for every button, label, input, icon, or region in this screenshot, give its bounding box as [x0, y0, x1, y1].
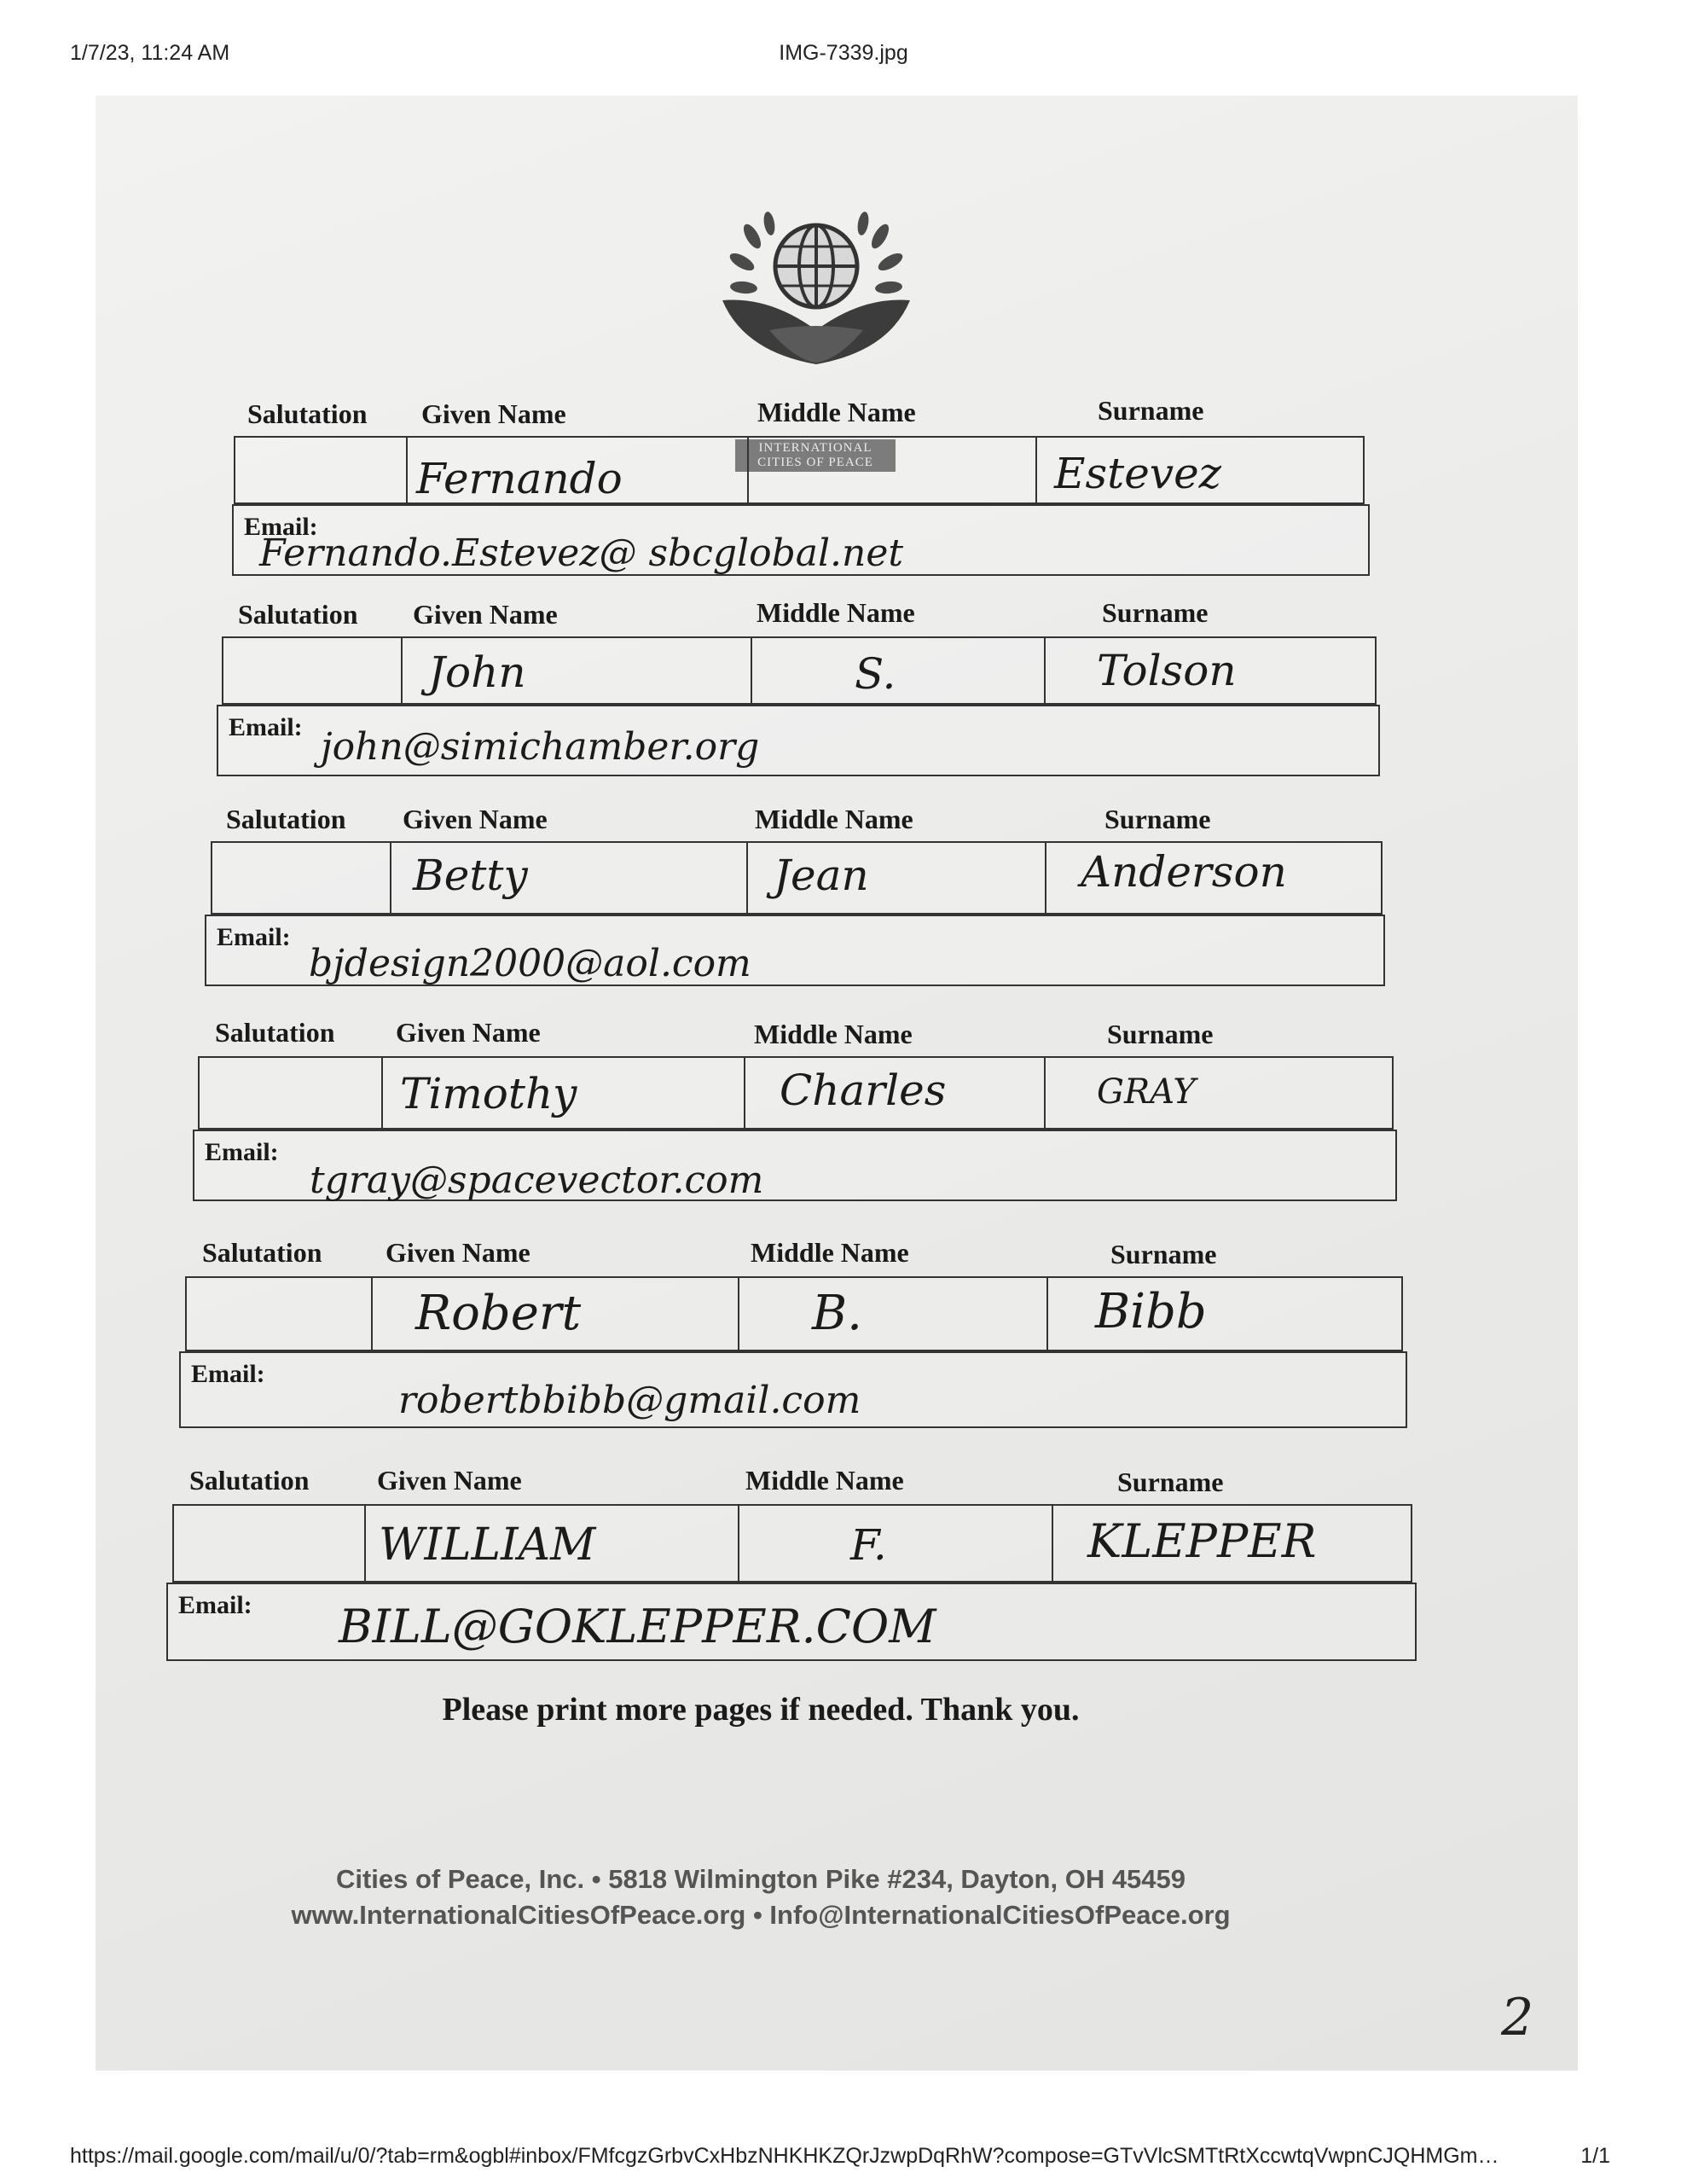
surname-label: Surname: [1117, 1467, 1224, 1497]
surname-field[interactable]: [1037, 438, 1363, 502]
email-field[interactable]: [217, 705, 1380, 776]
salutation-label: Salutation: [215, 1017, 335, 1048]
middle-name-field[interactable]: [745, 1058, 1046, 1128]
email-label: Email:: [244, 513, 318, 541]
globe-dove-logo-icon: [718, 202, 914, 373]
surname-label: Surname: [1098, 395, 1204, 426]
salutation-label: Salutation: [238, 599, 358, 630]
given-name-label: Given Name: [396, 1017, 541, 1048]
salutation-label: Salutation: [202, 1237, 322, 1268]
given-name-field[interactable]: [403, 638, 752, 703]
surname-label: Surname: [1107, 1019, 1214, 1049]
given-name-label: Given Name: [403, 804, 548, 834]
salutation-field[interactable]: [200, 1058, 383, 1128]
name-row: [211, 841, 1383, 915]
surname-value: KLEPPER: [1087, 1514, 1317, 1568]
middle-name-field[interactable]: [748, 843, 1046, 913]
given-name-label: Given Name: [421, 398, 566, 429]
email-field[interactable]: [205, 915, 1385, 986]
thank-you-note: Please print more pages if needed. Thank you.: [442, 1692, 1080, 1728]
given-name-label: Given Name: [386, 1237, 530, 1268]
middle-name-label: Middle Name: [751, 1237, 909, 1268]
surname-field[interactable]: [1046, 1058, 1392, 1128]
salutation-field[interactable]: [187, 1278, 373, 1350]
handwritten-page-number: 2: [1501, 1988, 1534, 2048]
middle-name-value: Charles: [780, 1066, 947, 1115]
surname-field[interactable]: [1046, 638, 1375, 703]
organization-address: [96, 1862, 1426, 1933]
print-header: [0, 41, 1687, 75]
name-row: [172, 1504, 1412, 1583]
contact-entry: [96, 599, 1578, 770]
print-filename: IMG-7339.jpg: [779, 41, 908, 65]
given-name-value: Timothy: [400, 1069, 577, 1118]
surname-field[interactable]: [1046, 843, 1381, 913]
name-row: [234, 436, 1365, 504]
email-label: Email:: [229, 713, 303, 741]
salutation-label: Salutation: [247, 398, 368, 429]
surname-label: Surname: [1102, 597, 1209, 628]
logo-text-line2: CITIES OF PEACE: [757, 456, 873, 469]
salutation-field[interactable]: [223, 638, 403, 703]
email-value: BILL@GOKLEPPER.COM: [339, 1600, 936, 1653]
surname-value: GRAY: [1097, 1072, 1196, 1112]
print-source-url: https://mail.google.com/mail/u/0/?tab=rm&ogbl#inbox/FMfcgzGrbvCxHbzNHKHKZQrJzwpDqRhW?compose=GTvVlcSMTtRtXccwtqVwpnCJQHMGm…: [70, 2144, 1499, 2168]
given-name-field[interactable]: [383, 1058, 745, 1128]
salutation-field[interactable]: [235, 438, 408, 502]
address-line-2: www.InternationalCitiesOfPeace.org • Info@InternationalCitiesOfPeace.org: [291, 1900, 1231, 1930]
middle-name-label: Middle Name: [757, 597, 915, 628]
email-value: Fernando.Estevez@ sbcglobal.net: [259, 531, 904, 575]
name-row: [185, 1276, 1403, 1351]
surname-label: Surname: [1110, 1239, 1217, 1269]
surname-value: Anderson: [1081, 847, 1287, 897]
given-name-value: WILLIAM: [379, 1519, 596, 1571]
print-page-count: 1/1: [1580, 2144, 1610, 2168]
email-field[interactable]: [179, 1351, 1407, 1428]
salutation-label: Salutation: [226, 804, 346, 834]
email-field[interactable]: [232, 504, 1370, 576]
middle-name-label: Middle Name: [757, 397, 916, 427]
middle-name-label: Middle Name: [745, 1465, 904, 1496]
name-row: [198, 1056, 1394, 1130]
given-name-value: Betty: [413, 851, 528, 900]
email-label: Email:: [178, 1591, 252, 1619]
given-name-label: Given Name: [413, 599, 558, 630]
contact-entry: [96, 1017, 1578, 1202]
email-value: robertbbibb@gmail.com: [398, 1379, 861, 1422]
surname-label: Surname: [1104, 804, 1211, 834]
middle-name-field[interactable]: [752, 638, 1046, 703]
name-row: [222, 636, 1377, 705]
middle-name-value: S.: [855, 649, 896, 699]
print-datetime: 1/7/23, 11:24 AM: [70, 41, 230, 65]
email-label: Email:: [191, 1360, 265, 1388]
middle-name-value: F.: [850, 1520, 887, 1570]
salutation-field[interactable]: [212, 843, 391, 913]
given-name-field[interactable]: [408, 438, 749, 502]
given-name-value: Robert: [415, 1286, 582, 1341]
middle-name-label: Middle Name: [755, 804, 913, 834]
given-name-field[interactable]: [366, 1506, 739, 1581]
surname-value: Bibb: [1095, 1284, 1207, 1339]
middle-name-label: Middle Name: [754, 1019, 913, 1049]
email-value: tgray@spacevector.com: [310, 1159, 764, 1202]
middle-name-field[interactable]: [739, 1506, 1053, 1581]
middle-name-value: Jean: [774, 851, 869, 900]
logo-text-line1: INTERNATIONAL: [758, 441, 872, 455]
surname-field[interactable]: [1053, 1506, 1411, 1581]
middle-name-field[interactable]: [739, 1278, 1048, 1350]
email-label: Email:: [217, 923, 291, 951]
surname-value: Tolson: [1097, 646, 1237, 695]
salutation-label: Salutation: [189, 1465, 310, 1496]
contact-entry: [96, 395, 1578, 575]
given-name-value: Fernando: [416, 454, 623, 503]
salutation-field[interactable]: [174, 1506, 366, 1581]
given-name-field[interactable]: [373, 1278, 739, 1350]
given-name-label: Given Name: [377, 1465, 522, 1496]
contact-entry: [96, 1465, 1578, 1653]
contact-entry: [96, 804, 1578, 985]
email-value: bjdesign2000@aol.com: [309, 942, 751, 985]
email-field[interactable]: [166, 1583, 1417, 1661]
email-label: Email:: [205, 1138, 279, 1166]
email-value: john@simichamber.org: [321, 725, 760, 769]
given-name-field[interactable]: [391, 843, 748, 913]
contact-entry: [96, 1237, 1578, 1422]
print-footer: [0, 2144, 1687, 2175]
address-line-1: Cities of Peace, Inc. • 5818 Wilmington Pike #234, Dayton, OH 45459: [335, 1864, 1186, 1894]
surname-field[interactable]: [1048, 1278, 1401, 1350]
surname-value: Estevez: [1054, 449, 1222, 498]
scanned-form-photo: [96, 96, 1578, 2071]
middle-name-value: B.: [812, 1286, 862, 1341]
given-name-value: John: [428, 648, 526, 697]
middle-name-field[interactable]: [749, 438, 1037, 502]
email-field[interactable]: [193, 1130, 1397, 1201]
